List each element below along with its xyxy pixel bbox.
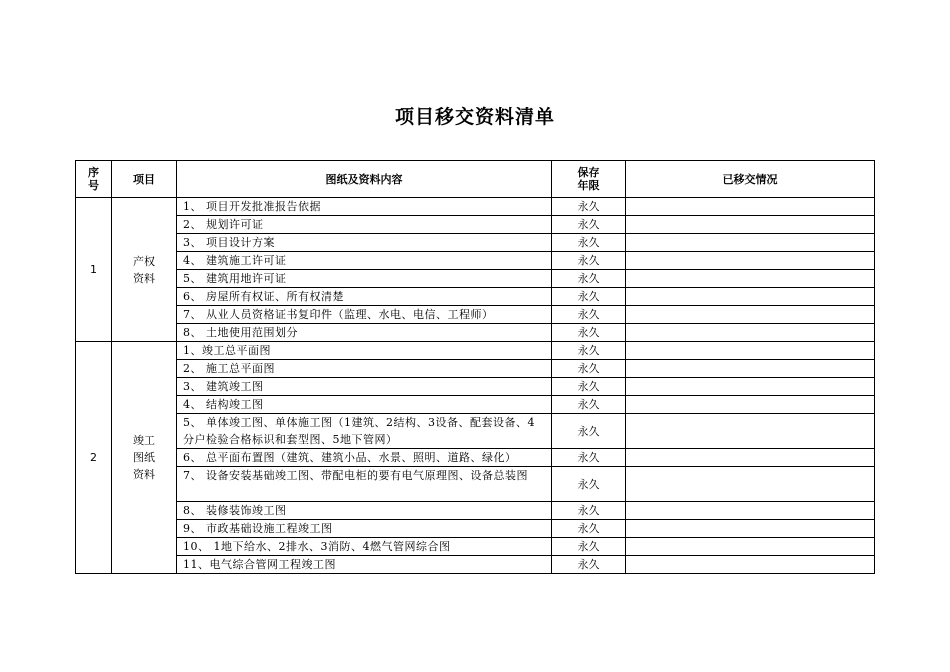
item-handover-status — [626, 414, 875, 449]
table-row — [76, 198, 875, 216]
item-handover-status — [626, 378, 875, 396]
table-body — [76, 198, 875, 574]
item-content: 8、 土地使用范围划分 — [177, 324, 552, 342]
item-handover-status — [626, 538, 875, 556]
item-retention-term: 永久 — [552, 378, 626, 396]
group-seq: 1 — [76, 198, 112, 342]
item-handover-status — [626, 342, 875, 360]
table-row — [76, 270, 875, 288]
table-row — [76, 324, 875, 342]
item-retention-term: 永久 — [552, 467, 626, 502]
item-content: 8、 装修装饰竣工图 — [177, 502, 552, 520]
group-category: 产权 资料 — [112, 198, 177, 342]
table-row — [76, 538, 875, 556]
item-retention-term: 永久 — [552, 252, 626, 270]
item-handover-status — [626, 252, 875, 270]
item-handover-status — [626, 270, 875, 288]
item-retention-term: 永久 — [552, 234, 626, 252]
table-row — [76, 342, 875, 360]
header-seq: 序 号 — [76, 161, 112, 198]
table-row — [76, 502, 875, 520]
item-content: 4、 建筑施工许可证 — [177, 252, 552, 270]
item-content: 2、 施工总平面图 — [177, 360, 552, 378]
item-retention-term: 永久 — [552, 342, 626, 360]
handover-table — [75, 160, 875, 574]
item-handover-status — [626, 198, 875, 216]
item-retention-term: 永久 — [552, 306, 626, 324]
header-term: 保存 年限 — [552, 161, 626, 198]
item-handover-status — [626, 324, 875, 342]
item-content: 3、 建筑竣工图 — [177, 378, 552, 396]
document-title: 项目移交资料清单 — [394, 106, 555, 128]
table-row — [76, 378, 875, 396]
item-retention-term: 永久 — [552, 216, 626, 234]
item-content: 6、 总平面布置图（建筑、建筑小品、水景、照明、道路、绿化） — [177, 449, 552, 467]
item-handover-status — [626, 520, 875, 538]
item-retention-term: 永久 — [552, 556, 626, 574]
item-handover-status — [626, 449, 875, 467]
header-row — [76, 161, 875, 198]
item-content: 6、 房屋所有权证、所有权清楚 — [177, 288, 552, 306]
header-content: 图纸及资料内容 — [177, 161, 552, 198]
item-content: 5、 建筑用地许可证 — [177, 270, 552, 288]
table-row — [76, 520, 875, 538]
item-handover-status — [626, 467, 875, 502]
item-retention-term: 永久 — [552, 270, 626, 288]
table-row — [76, 234, 875, 252]
item-handover-status — [626, 306, 875, 324]
header-project: 项目 — [112, 161, 177, 198]
item-handover-status — [626, 396, 875, 414]
item-content: 1、竣工总平面图 — [177, 342, 552, 360]
table-row — [76, 414, 875, 449]
item-handover-status — [626, 234, 875, 252]
table-row — [76, 360, 875, 378]
item-retention-term: 永久 — [552, 396, 626, 414]
table-row — [76, 396, 875, 414]
header-status: 已移交情况 — [626, 161, 875, 198]
item-retention-term: 永久 — [552, 520, 626, 538]
item-content: 7、 从业人员资格证书复印件（监理、水电、电信、工程师） — [177, 306, 552, 324]
item-content: 11、电气综合管网工程竣工图 — [177, 556, 552, 574]
item-handover-status — [626, 502, 875, 520]
table-row — [76, 467, 875, 502]
item-retention-term: 永久 — [552, 502, 626, 520]
item-content: 9、 市政基础设施工程竣工图 — [177, 520, 552, 538]
item-retention-term: 永久 — [552, 414, 626, 449]
item-handover-status — [626, 556, 875, 574]
item-retention-term: 永久 — [552, 360, 626, 378]
table-row — [76, 556, 875, 574]
item-retention-term: 永久 — [552, 324, 626, 342]
item-content: 5、 单体竣工图、单体施工图（1建筑、2结构、3设备、配套设备、4分户检验合格标识和套型图、5地下管网） — [177, 414, 552, 449]
table-row — [76, 252, 875, 270]
table-row — [76, 288, 875, 306]
item-retention-term: 永久 — [552, 449, 626, 467]
item-retention-term: 永久 — [552, 538, 626, 556]
group-seq: 2 — [76, 342, 112, 574]
table-row — [76, 306, 875, 324]
table-row — [76, 449, 875, 467]
group-category: 竣工 图纸 资料 — [112, 342, 177, 574]
item-content: 4、 结构竣工图 — [177, 396, 552, 414]
table-row — [76, 216, 875, 234]
item-content: 2、 规划许可证 — [177, 216, 552, 234]
item-content: 1、 项目开发批准报告依据 — [177, 198, 552, 216]
item-handover-status — [626, 216, 875, 234]
item-handover-status — [626, 360, 875, 378]
item-content: 3、 项目设计方案 — [177, 234, 552, 252]
item-content: 7、 设备安装基础竣工图、带配电柜的要有电气原理图、设备总装图 — [177, 467, 552, 502]
item-retention-term: 永久 — [552, 198, 626, 216]
item-handover-status — [626, 288, 875, 306]
item-content: 10、 1地下给水、2排水、3消防、4燃气管网综合图 — [177, 538, 552, 556]
item-retention-term: 永久 — [552, 288, 626, 306]
